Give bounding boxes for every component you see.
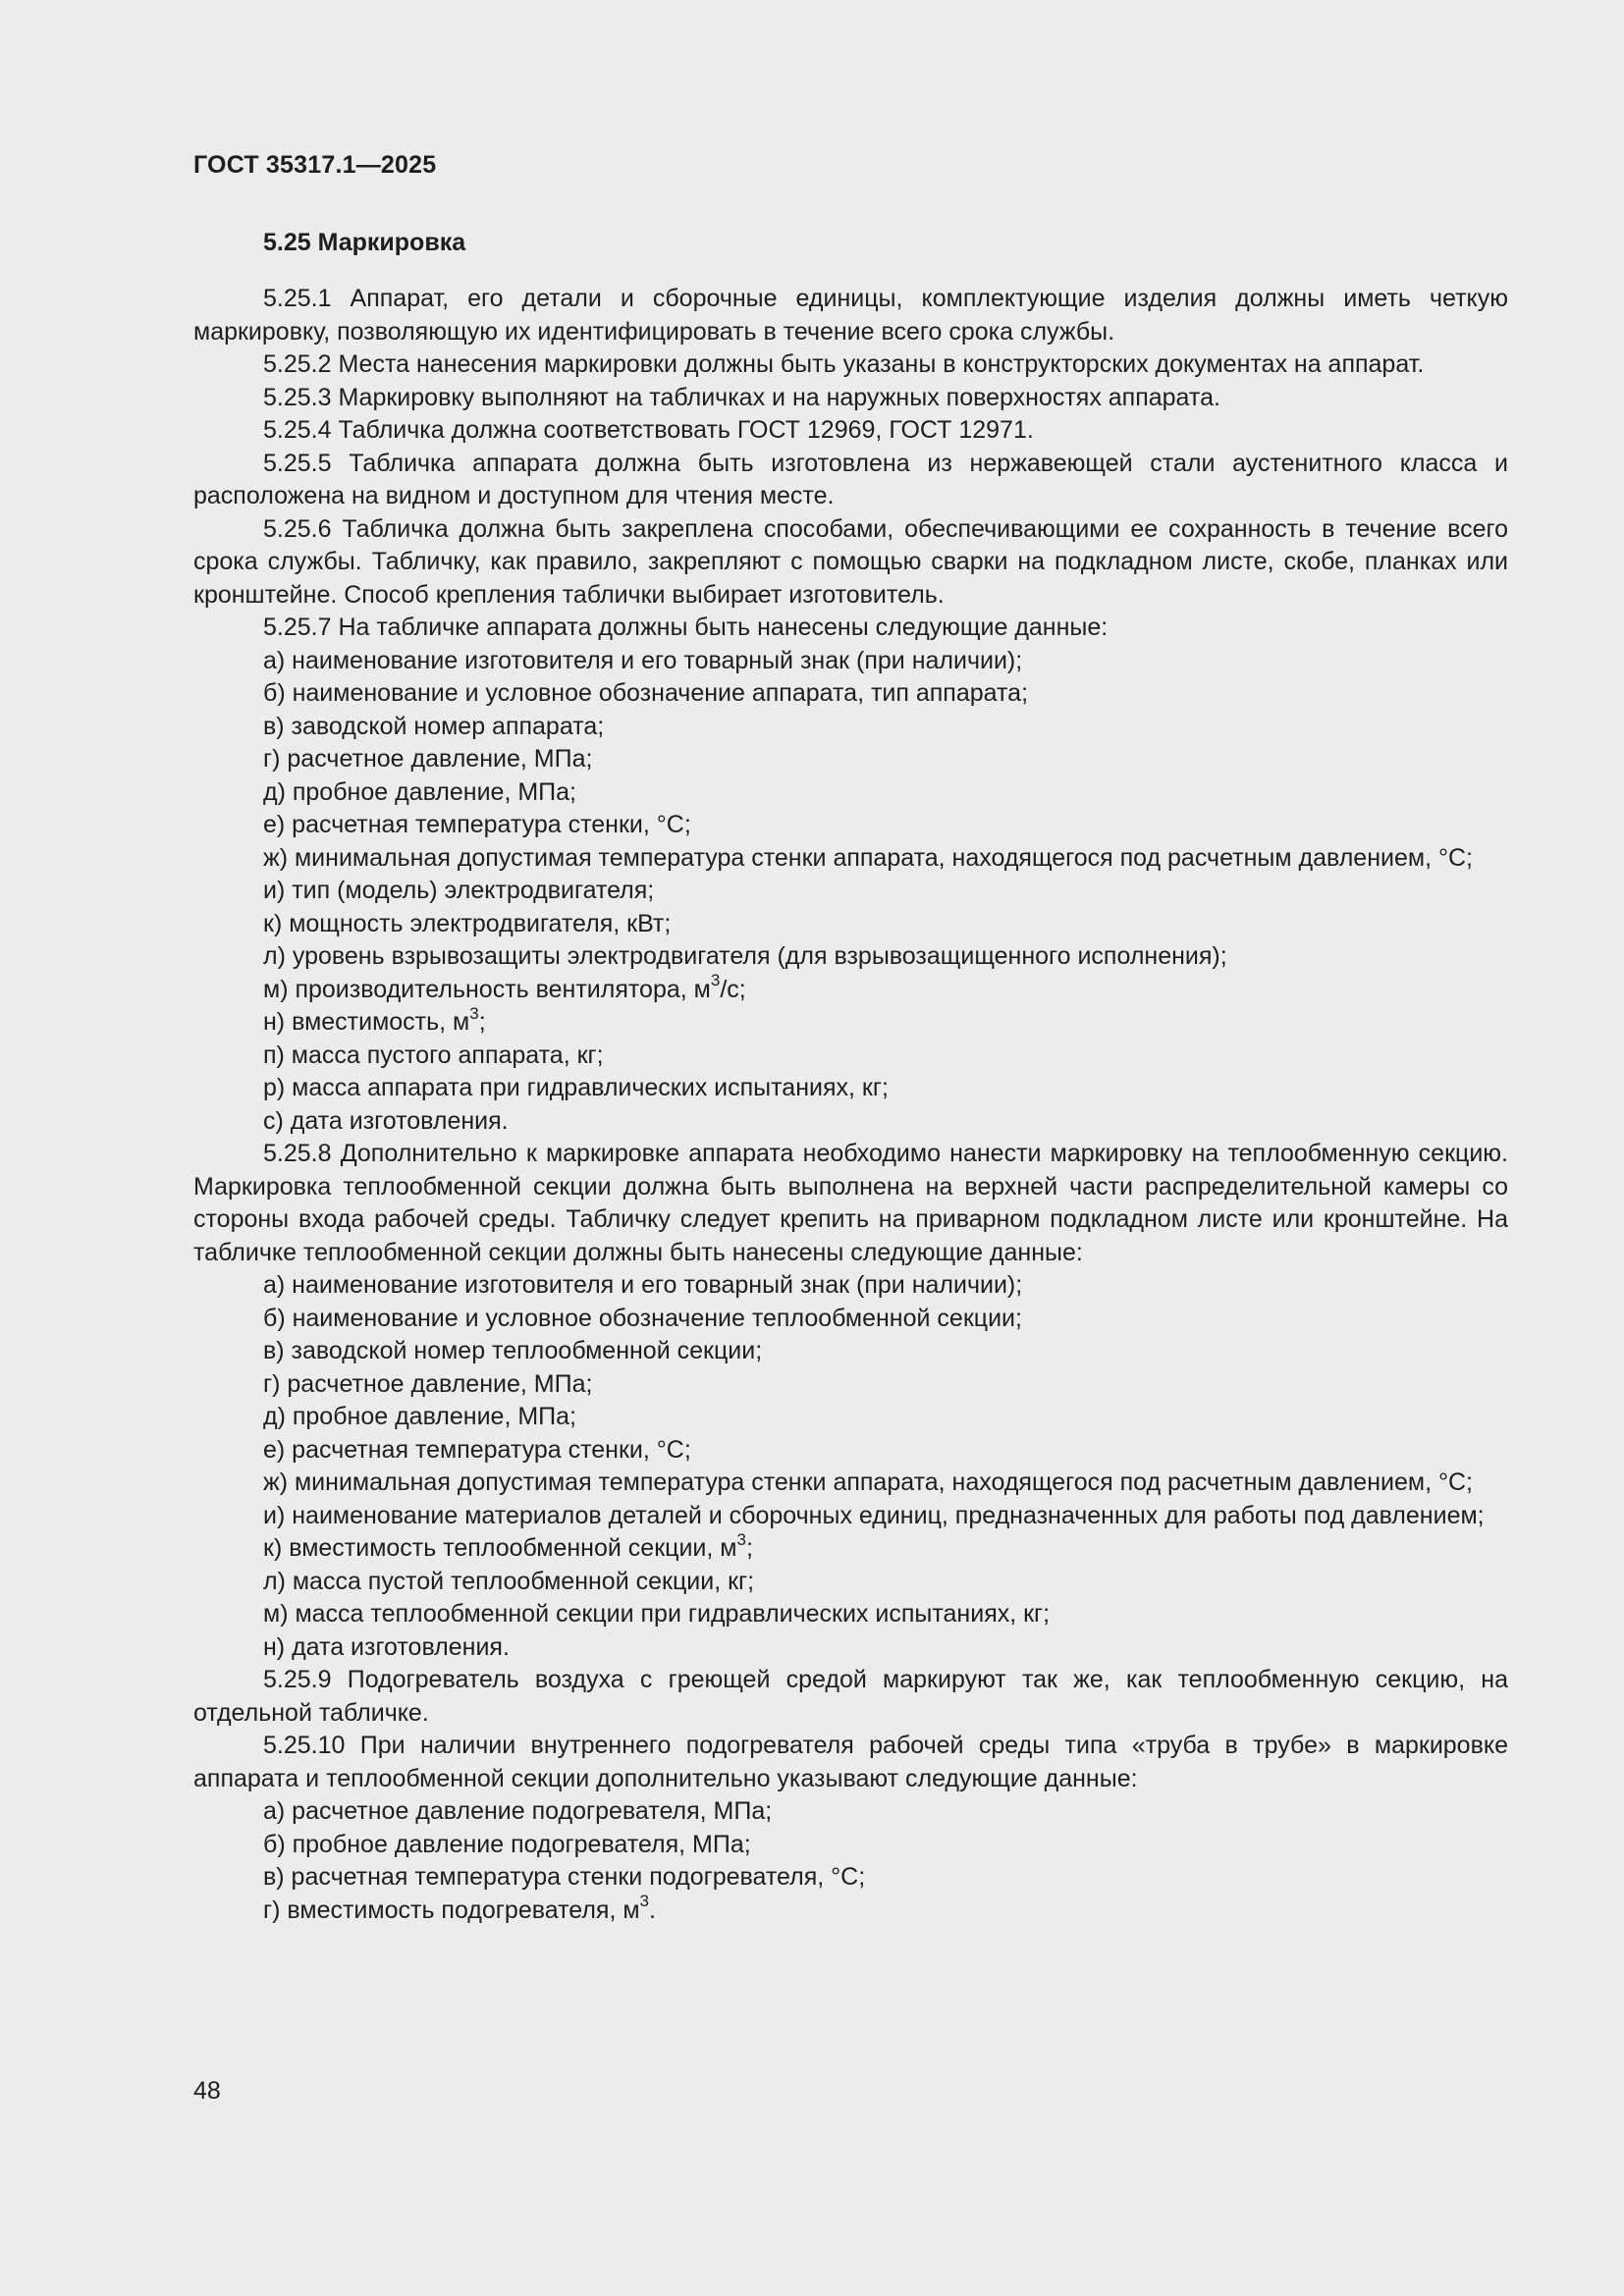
paragraph-5-25-3: 5.25.3 Маркировку выполняют на табличках и на наружных поверхностях аппарата. [263, 383, 1220, 411]
paragraph-5-25-9: 5.25.9 Подогреватель воздуха с греющей средой маркируют так же, как теплообменную секцию, на отдельной табличке. [193, 1666, 1508, 1727]
list-item [193, 1003, 1508, 1040]
list-item: ж) минимальная допустимая температура стенки аппарата, находящегося под расчетным давлением, °С; [263, 843, 1473, 872]
list-item: и) тип (модель) электродвигателя; [263, 877, 655, 904]
superscript: 3 [639, 1892, 649, 1911]
list-item: л) масса пустой теплообменной секции, кг; [263, 1567, 755, 1595]
list-item-text: ; [745, 1534, 753, 1562]
superscript: 3 [469, 1003, 479, 1023]
list-item-text: . [649, 1896, 656, 1924]
list-item-text: ; [478, 1008, 486, 1036]
list-item: г) расчетное давление, МПа; [263, 1369, 593, 1398]
list-item-text: н) вместимость, м [263, 1008, 470, 1036]
list-item: а) расчетное давление подогревателя, МПа; [263, 1797, 773, 1825]
list-item-text: г) вместимость подогревателя, м [263, 1896, 640, 1924]
paragraph-5-25-7: 5.25.7 На табличке аппарата должны быть нанесены следующие данные: [263, 614, 1109, 641]
paragraph-5-25-6: 5.25.6 Табличка должна быть закреплена способами, обеспечивающими ее сохранность в течение всего срока службы. Табличку, как правило, закрепляют с помощью сварки на подкладном листе, скобе, планках или кронштейне. Способ крепления таблички выбирает изготовитель. [193, 514, 1508, 609]
list-item [193, 1529, 1508, 1566]
list-item: в) заводской номер теплообменной секции; [263, 1337, 763, 1364]
list-item: к) мощность электродвигателя, кВт; [263, 909, 672, 937]
page-number: 48 [193, 2077, 221, 2105]
list-item: е) расчетная температура стенки, °С; [263, 811, 691, 838]
superscript: 3 [736, 1529, 746, 1549]
list-item: д) пробное давление, МПа; [263, 777, 576, 806]
list-item: м) масса теплообменной секции при гидравлических испытаниях, кг; [263, 1600, 1051, 1628]
paragraph-5-25-4: 5.25.4 Табличка должна соответствовать ГОСТ 12969, ГОСТ 12971. [263, 416, 1034, 444]
list-item [193, 1892, 1508, 1928]
paragraph-5-25-8: 5.25.8 Дополнительно к маркировке аппарата необходимо нанести маркировку на теплообменную секцию. Маркировка теплообменной секции должна быть выполнена на верхней части распределительной камеры со стороны входа рабочей среды. Табличку следует крепить на приварном подкладном листе или кронштейне. На табличке теплообменной секции должны быть нанесены следующие данные: [193, 1140, 1508, 1266]
list-item: г) расчетное давление, МПа; [263, 745, 593, 773]
list-item: н) дата изготовления. [263, 1632, 510, 1661]
list-item: и) наименование материалов деталей и сборочных единиц, предназначенных для работы под давлением; [263, 1501, 1485, 1529]
list-item: в) заводской номер аппарата; [263, 712, 605, 740]
paragraph-5-25-10: 5.25.10 При наличии внутреннего подогревателя рабочей среды типа «труба в трубе» в маркировке аппарата и теплообменной секции дополнительно указывают следующие данные: [193, 1732, 1508, 1792]
list-item: ж) минимальная допустимая температура стенки аппарата, находящегося под расчетным давлением, °С; [263, 1468, 1473, 1496]
paragraph-5-25-5: 5.25.5 Табличка аппарата должна быть изготовлена из нержавеющей стали аустенитного класса и расположена на видном и доступном для чтения месте. [193, 449, 1508, 509]
list-item: р) масса аппарата при гидравлических испытаниях, кг; [263, 1074, 889, 1101]
list-item: п) масса пустого аппарата, кг; [263, 1041, 604, 1069]
list-item: б) наименование и условное обозначение аппарата, тип аппарата; [263, 679, 1029, 707]
list-item-text: /с; [720, 975, 746, 1003]
list-item: а) наименование изготовителя и его товарный знак (при наличии); [263, 646, 1023, 674]
list-item [193, 971, 1508, 1007]
list-item: б) пробное давление подогревателя, МПа; [263, 1830, 751, 1858]
list-item: е) расчетная температура стенки, °С; [263, 1435, 691, 1464]
list-item-text: м) производительность вентилятора, м [263, 975, 711, 1003]
section-title: 5.25 Маркировка [263, 229, 466, 256]
superscript: 3 [710, 971, 721, 990]
paragraph-5-25-2: 5.25.2 Места нанесения маркировки должны быть указаны в конструкторских документах на аппарат. [263, 350, 1425, 378]
list-item: с) дата изготовления. [263, 1106, 509, 1135]
list-item: в) расчетная температура стенки подогревателя, °С; [263, 1863, 866, 1891]
list-item: б) наименование и условное обозначение теплообменной секции; [263, 1304, 1022, 1332]
list-item: д) пробное давление, МПа; [263, 1403, 576, 1430]
list-item: л) уровень взрывозащиты электродвигателя (для взрывозащищенного исполнения); [263, 942, 1227, 970]
paragraph-5-25-1: 5.25.1 Аппарат, его детали и сборочные единицы, комплектующие изделия должны иметь четкую маркировку, позволяющую их идентифицировать в течение всего срока службы. [193, 285, 1508, 346]
document-header: ГОСТ 35317.1—2025 [193, 151, 437, 179]
list-item: а) наименование изготовителя и его товарный знак (при наличии); [263, 1271, 1023, 1299]
document-body [193, 222, 1508, 1927]
list-item-text: к) вместимость теплообменной секции, м [263, 1534, 737, 1562]
